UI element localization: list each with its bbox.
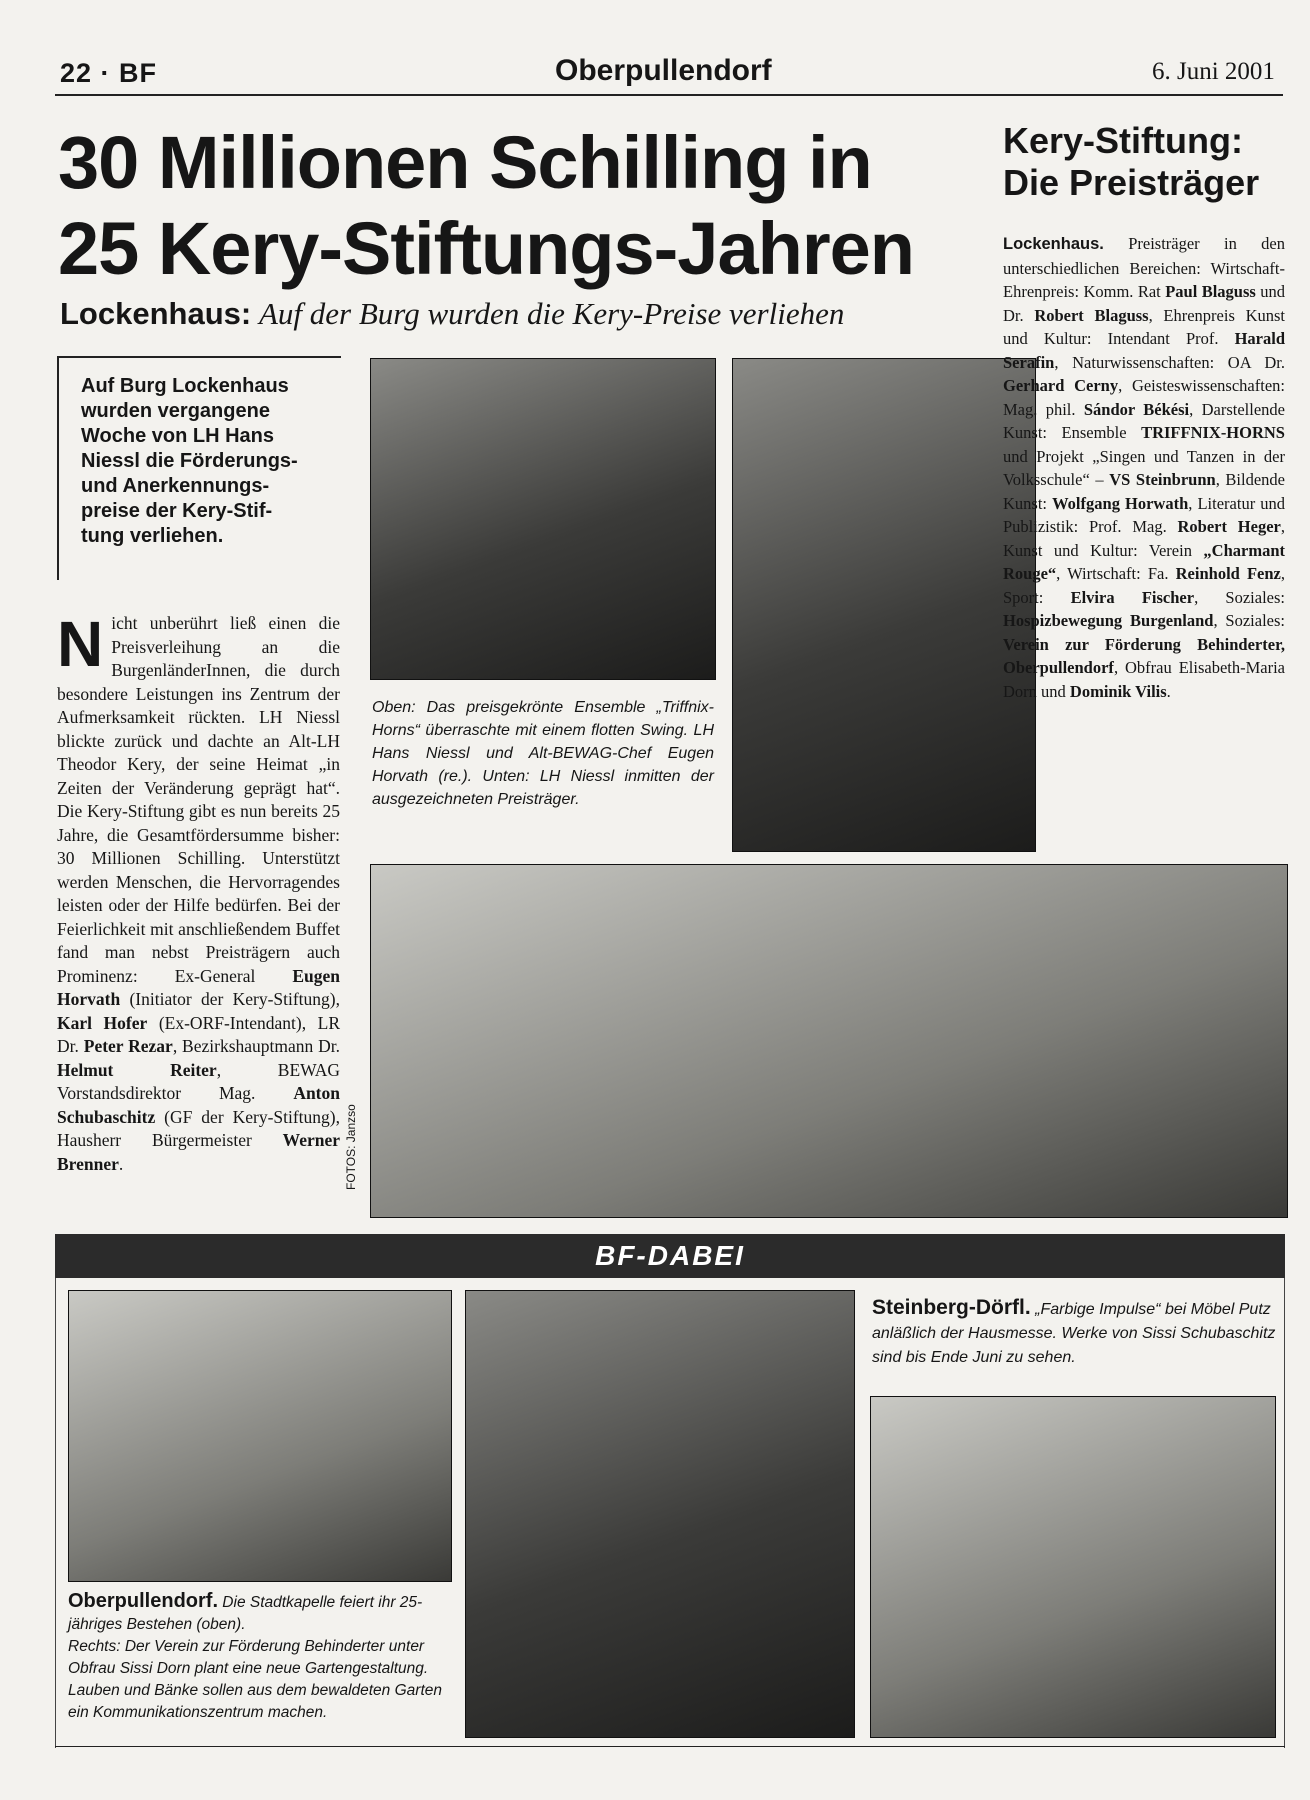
caption-oberpullendorf-place: Oberpullendorf. [68,1590,218,1612]
caption-oberpullendorf-text-2: Rechts: Der Verein zur Förderung Behinderter unter Obfrau Sissi Dorn plant eine neue Gartengestaltung. Lauben und Bänke sollen aus dem bewaldeten Garten ein Kommunikationszentrum machen. [68,1638,442,1721]
photo-caption: Oben: Das preisgekrönte Ensemble „Triffnix-Horns“ überraschte mit einem flotten Swing. LH Hans Niessl und Alt-BEWAG-Chef Eugen Horvath (re.). Unten: LH Niessl inmitten der ausgezeichneten Preisträger. [372,699,714,808]
caption-oberpullendorf-text-1: Die Stadtkapelle feiert ihr 25-jähriges Bestehen (oben). [68,1594,423,1633]
photo-moebel-putz [870,1396,1276,1738]
body-text-1: icht unberührt ließ einen die Preisverleihung an die BurgenländerInnen, die durch besondere Leistungen ins Zentrum der Aufmerksamkeit rückten. LH Niessl blickte zurück und dachte an Alt-LH Theodor Kery, der seine Heimat „in Zeiten der Veränderung geprägt hat“. Die Kery-Stiftung gibt es nun bereits 25 Jahre, die Gesamtfördersumme bisher: 30 Millionen Schilling. Unterstützt werden Menschen, die Hervorragendes leisten oder der Hilfe bedürfen. Bei der Feierlichkeit mit anschließendem Buffet fand man nebst Preisträgern auch Prominenz: Ex-General [57,613,340,986]
photo-handshake [732,358,1036,852]
body-text-6: (GF der Kery-Stiftung), Hausherr Bürgermeister [57,1106,340,1150]
headline-line-2: 25 Kery-Stiftungs-Jahren [58,207,914,290]
sidebar-text-2: und Dr. [1003,282,1285,325]
header-rule [55,94,1283,96]
sidebar-text-16: . [1166,681,1171,701]
sidebar-text-5: , Geisteswissenschaften: Mag. phil. [1003,376,1285,419]
sidebar-text-7: und Projekt „Singen und Tanzen in der Volksschule“ – [1003,446,1285,489]
winner-dominik-vilis: Dominik Vilis [1069,681,1167,701]
winner-hospizbewegung: Hospizbewegung Burgenland [1003,611,1214,630]
photo-trumpet-ensemble [370,358,716,680]
photo-credit: FOTOS: Janzso [344,1104,358,1190]
body-text-3: (Ex-ORF-Intendant), LR Dr. [57,1012,341,1056]
sidebar-dateline: Lockenhaus. [1003,235,1104,253]
name-werner-brenner: Werner Brenner [57,1130,340,1174]
caption-steinberg [872,1296,1276,1370]
photo-group-prizewinners [370,864,1288,1218]
winner-charmant-rouge: „Charmant Rouge“ [1003,540,1285,583]
sidebar-text-12: , Sport: [1003,564,1286,607]
body-text-4: , Bezirkshauptmann Dr. [172,1036,341,1056]
bottom-rule [55,1746,1285,1747]
sidebar-title [1003,120,1259,204]
winner-robert-heger: Robert Heger [1177,517,1281,536]
body-text-5: , BEWAG Vorstandsdirektor Mag. [57,1059,341,1103]
headline-line-1: 30 Millionen Schilling in [58,121,872,204]
sidebar-text-4: , Naturwissenschaften: OA Dr. [1054,352,1285,372]
winner-reinhold-fenz: Reinhold Fenz [1175,564,1281,583]
name-peter-rezar: Peter Rezar [83,1036,173,1056]
caption-steinberg-text: „Farbige Impulse“ bei Möbel Putz anläßlich der Hausmesse. Werke von Sissi Schubaschitz sind bis Ende Juni zu sehen. [872,1301,1276,1366]
sidebar-text-10: , Kunst und Kultur: Verein [1003,517,1285,560]
sidebar-text-11: , Wirtschaft: Fa. [1056,564,1176,583]
sidebar-text-6: , Darstellende Kunst: Ensemble [1003,399,1285,442]
headline [58,120,988,292]
winner-elvira-fischer: Elvira Fischer [1070,587,1195,607]
issue-date: 6. Juni 2001 [1152,58,1275,85]
article-body [57,608,341,1176]
bf-dabei-banner [55,1234,1285,1278]
sidebar-text-8: , Bildende Kunst: [1003,470,1285,513]
winner-harald-serafin: Harald Serafin [1003,329,1285,372]
bf-dabei-title: BF-DABEI [595,1240,745,1271]
sidebar-title-line-1: Kery-Stiftung: [1003,120,1243,161]
winner-robert-blaguss: Robert Blaguss [1034,305,1149,325]
winner-paul-blaguss: Paul Blaguss [1165,282,1256,301]
sidebar-text [1003,232,1285,703]
dateline: Lockenhaus: [60,296,252,331]
section-title: Oberpullendorf [555,54,772,87]
body-text-7: . [118,1153,124,1174]
winner-verein-foerderung: Verein zur Förderung Behinderter, Oberpullendorf [1003,634,1285,677]
lead-text: Auf Burg Lockenhaus wurden vergangene Woche von LH Hans Niessl die Förderungs- und Anerkennungs-preise der Kery-Stif-tung verliehen. [81,375,298,547]
name-eugen-horvath: Eugen Horvath [57,965,340,1009]
body-text-2: (Initiator der Kery-Stiftung), [120,989,340,1009]
caption-oberpullendorf [68,1590,452,1724]
subhead-text: Auf der Burg wurden die Kery-Preise verliehen [258,296,845,331]
photo-stadtkapelle [68,1290,452,1582]
sidebar-title-line-2: Die Preisträger [1003,162,1260,203]
winner-gerhard-cerny: Gerhard Cerny [1003,376,1119,395]
winner-vs-steinbrunn: VS Steinbrunn [1109,470,1216,489]
winner-sandor-bekesi: Sándor Békési [1083,399,1190,419]
drop-cap: N [57,608,104,680]
sidebar-text-3: , Ehrenpreis Kunst und Kultur: Intendant Prof. [1003,305,1285,348]
caption-steinberg-place: Steinberg-Dörfl. [872,1296,1031,1319]
sidebar-text-14: , Soziales: [1213,611,1286,630]
photo-garden-woman [465,1290,855,1738]
subhead [60,296,1000,332]
winner-wolfgang-horwath: Wolfgang Horwath [1052,493,1189,513]
name-helmut-reiter: Helmut Reiter [57,1059,217,1080]
winner-triffnix-horns: TRIFFNIX-HORNS [1141,423,1285,442]
name-anton-schubaschitz: Anton Schubaschitz [57,1083,340,1127]
sidebar-text-13: , Soziales: [1194,587,1285,607]
page-number: 22 · BF [60,58,158,88]
sidebar-text-1: Preisträger in den unterschiedlichen Bereichen: Wirtschaft-Ehrenpreis: Komm. Rat [1003,234,1285,301]
lead-box [57,356,341,580]
sidebar-text-9: , Literatur und Publizistik: Prof. Mag. [1003,493,1286,536]
sidebar-text-15: , Obfrau Elisabeth-Maria Dorn und [1003,658,1285,701]
name-karl-hofer: Karl Hofer [57,1012,148,1033]
